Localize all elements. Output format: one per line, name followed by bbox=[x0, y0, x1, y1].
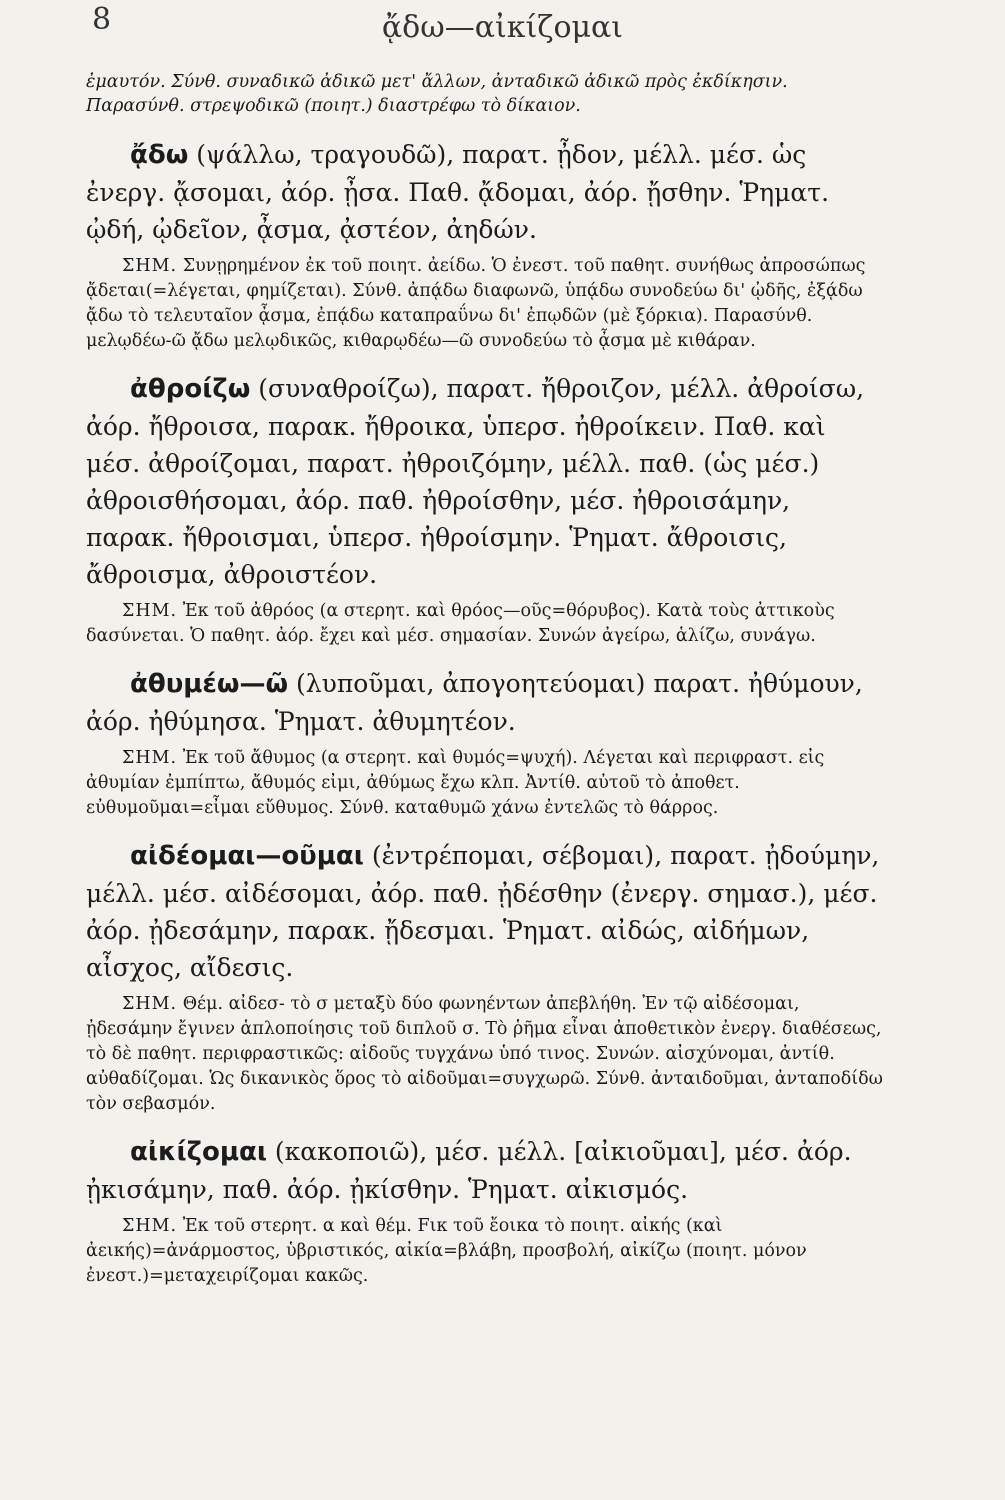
entry-lemma: ἀθυμέω—ῶ bbox=[130, 669, 289, 699]
entry-body bbox=[86, 136, 886, 248]
entry-aideomai bbox=[86, 837, 886, 1117]
note-label: ΣΗΜ. bbox=[122, 748, 178, 768]
entry-athymeo bbox=[86, 665, 886, 821]
note-label: ΣΗΜ. bbox=[122, 1216, 178, 1236]
note-text: Ἐκ τοῦ ἄθυμος (α στερητ. καὶ θυμός=ψυχή). Λέγεται καὶ περιφραστ. εἰς ἀθυμίαν ἐμπίπτω, ἄθυμός εἰμι, ἀθύμως ἔχω κλπ. Ἀντίθ. αὐτοῦ τὸ ἀποθετ. εὐθυμοῦμαι=εἶμαι εὔθυμος. Σύνθ. καταθυμῶ χάνω ἐντελῶς τὸ θάρρος. bbox=[86, 748, 825, 818]
page-number: 8 bbox=[92, 2, 112, 37]
note-label: ΣΗΜ. bbox=[122, 256, 178, 276]
entry-note bbox=[86, 254, 886, 354]
running-head: ᾄδω—αἰκίζομαι bbox=[381, 10, 624, 45]
entry-body bbox=[86, 1133, 886, 1208]
entry-body bbox=[86, 370, 886, 593]
entry-note bbox=[86, 746, 886, 821]
entry-lemma: ἀθροίζω bbox=[130, 374, 251, 404]
entry-note bbox=[86, 1214, 886, 1289]
note-label: ΣΗΜ. bbox=[122, 994, 178, 1014]
entry-ado bbox=[86, 136, 886, 354]
note-text: Συνῃρημένον ἐκ τοῦ ποιητ. ἀείδω. Ὁ ἐνεστ. τοῦ παθητ. συνήθως ἀπροσώπως ᾄδεται(=λέγεται, φημίζεται). Σύνθ. ἀπᾴδω διαφωνῶ, ὑπᾴδω συνοδεύω δι' ᾠδῆς, ἐξᾴδω ᾄδω τὸ τελευταῖον ᾆσμα, ἐπᾴδω καταπραΰνω δι' ἐπῳδῶν (μὲ ξόρκια). Παρασύνθ. μελῳδέω-ῶ ᾄδω μελῳδικῶς, κιθαρῳδέω—ῶ συνοδεύω τὸ ᾆσμα μὲ κιθάραν. bbox=[86, 256, 866, 351]
page-content bbox=[86, 70, 886, 1305]
note-label: ΣΗΜ. bbox=[122, 601, 178, 621]
entry-body bbox=[86, 837, 886, 986]
note-text: Ἐκ τοῦ στερητ. α καὶ θέμ. Fικ τοῦ ἔοικα τὸ ποιητ. αἰκής (καὶ ἀεικής)=ἀνάρμοστος, ὑβριστικός, αἰκία=βλάβη, προσβολή, αἰκίζω (ποιητ. μόνον ἐνεστ.)=μεταχειρίζομαι κακῶς. bbox=[86, 1216, 807, 1286]
entry-lemma: ᾄδω bbox=[130, 140, 189, 170]
note-text: Ἐκ τοῦ ἀθρόος (α στερητ. καὶ θρόος—οῦς=θόρυβος). Κατὰ τοὺς ἀττικοὺς δασύνεται. Ὁ παθητ. ἀόρ. ἔχει καὶ μέσ. σημασίαν. Συνών ἀγείρω, ἁλίζω, συνάγω. bbox=[86, 601, 835, 646]
entry-text: (συναθροίζω), παρατ. ἤθροιζον, μέλλ. ἀθροίσω, ἀόρ. ἤθροισα, παρακ. ἤθροικα, ὑπερσ. ἠθροίκειν. Παθ. καὶ μέσ. ἀθροίζομαι, παρατ. ἠθροιζόμην, μέλλ. παθ. (ὡς μέσ.) ἀθροισθήσομαι, ἀόρ. παθ. ἠθροίσθην, μέσ. ἠθροισάμην, παρακ. ἤθροισμαι, ὑπερσ. ἠθροίσμην. Ῥηματ. ἄθροισις, ἄθροισμα, ἀθροιστέον. bbox=[86, 374, 865, 589]
entry-body bbox=[86, 665, 886, 740]
entry-note bbox=[86, 599, 886, 649]
entry-text: (λυποῦμαι, ἀπογοητεύομαι) παρατ. ἠθύμουν, ἀόρ. ἠθύμησα. Ῥηματ. ἀθυμητέον. bbox=[86, 669, 863, 736]
continuation-text: ἐμαυτόν. Σύνθ. συναδικῶ ἀδικῶ μετ' ἄλλων, ἀνταδικῶ ἀδικῶ πρὸς ἐκδίκησιν. Παρασύνθ. στρεψοδικῶ (ποιητ.) διαστρέφω τὸ δίκαιον. bbox=[86, 72, 788, 116]
entry-aikizomai bbox=[86, 1133, 886, 1289]
entry-text: (ἐντρέπομαι, σέβομαι), παρατ. ᾐδούμην, μέλλ. μέσ. αἰδέσομαι, ἀόρ. παθ. ᾐδέσθην (ἐνεργ. σημασ.), μέσ. ἀόρ. ᾐδεσάμην, παρακ. ᾔδεσμαι. Ῥηματ. αἰδώς, αἰδήμων, αἶσχος, αἴδεσις. bbox=[86, 841, 880, 982]
entry-lemma: αἰδέομαι—οῦμαι bbox=[130, 841, 364, 871]
entry-text: (κακοποιῶ), μέσ. μέλλ. [αἰκιοῦμαι], μέσ. ἀόρ. ᾐκισάμην, παθ. ἀόρ. ᾐκίσθην. Ῥηματ. αἰκισμός. bbox=[86, 1137, 852, 1204]
entry-text: (ψάλλω, τραγουδῶ), παρατ. ᾖδον, μέλλ. μέσ. ὡς ἐνεργ. ᾄσομαι, ἀόρ. ᾖσα. Παθ. ᾄδομαι, ἀόρ. ᾔσθην. Ῥηματ. ᾠδή, ᾠδεῖον, ᾆσμα, ᾀστέον, ἀηδών. bbox=[86, 140, 830, 244]
entry-athroizo bbox=[86, 370, 886, 649]
entry-note bbox=[86, 992, 886, 1117]
entry-lemma: αἰκίζομαι bbox=[130, 1137, 267, 1167]
note-text: Θέμ. αἰδεσ- τὸ σ μεταξὺ δύο φωνηέντων ἀπεβλήθη. Ἐν τῷ αἰδέσομαι, ᾐδεσάμην ἔγινεν ἁπλοποίησις τοῦ διπλοῦ σ. Τὸ ῥῆμα εἶναι ἀποθετικὸν ἐνεργ. διαθέσεως, τὸ δὲ παθητ. περιφραστικῶς: αἰδοῦς τυγχάνω ὑπό τινος. Συνών. αἰσχύνομαι, ἀντίθ. αὐθαδίζομαι. Ὡς δικανικὸς ὅρος τὸ αἰδοῦμαι=συγχωρῶ. Σύνθ. ἀνταιδοῦμαι, ἀνταποδίδω τὸν σεβασμόν. bbox=[86, 994, 883, 1114]
